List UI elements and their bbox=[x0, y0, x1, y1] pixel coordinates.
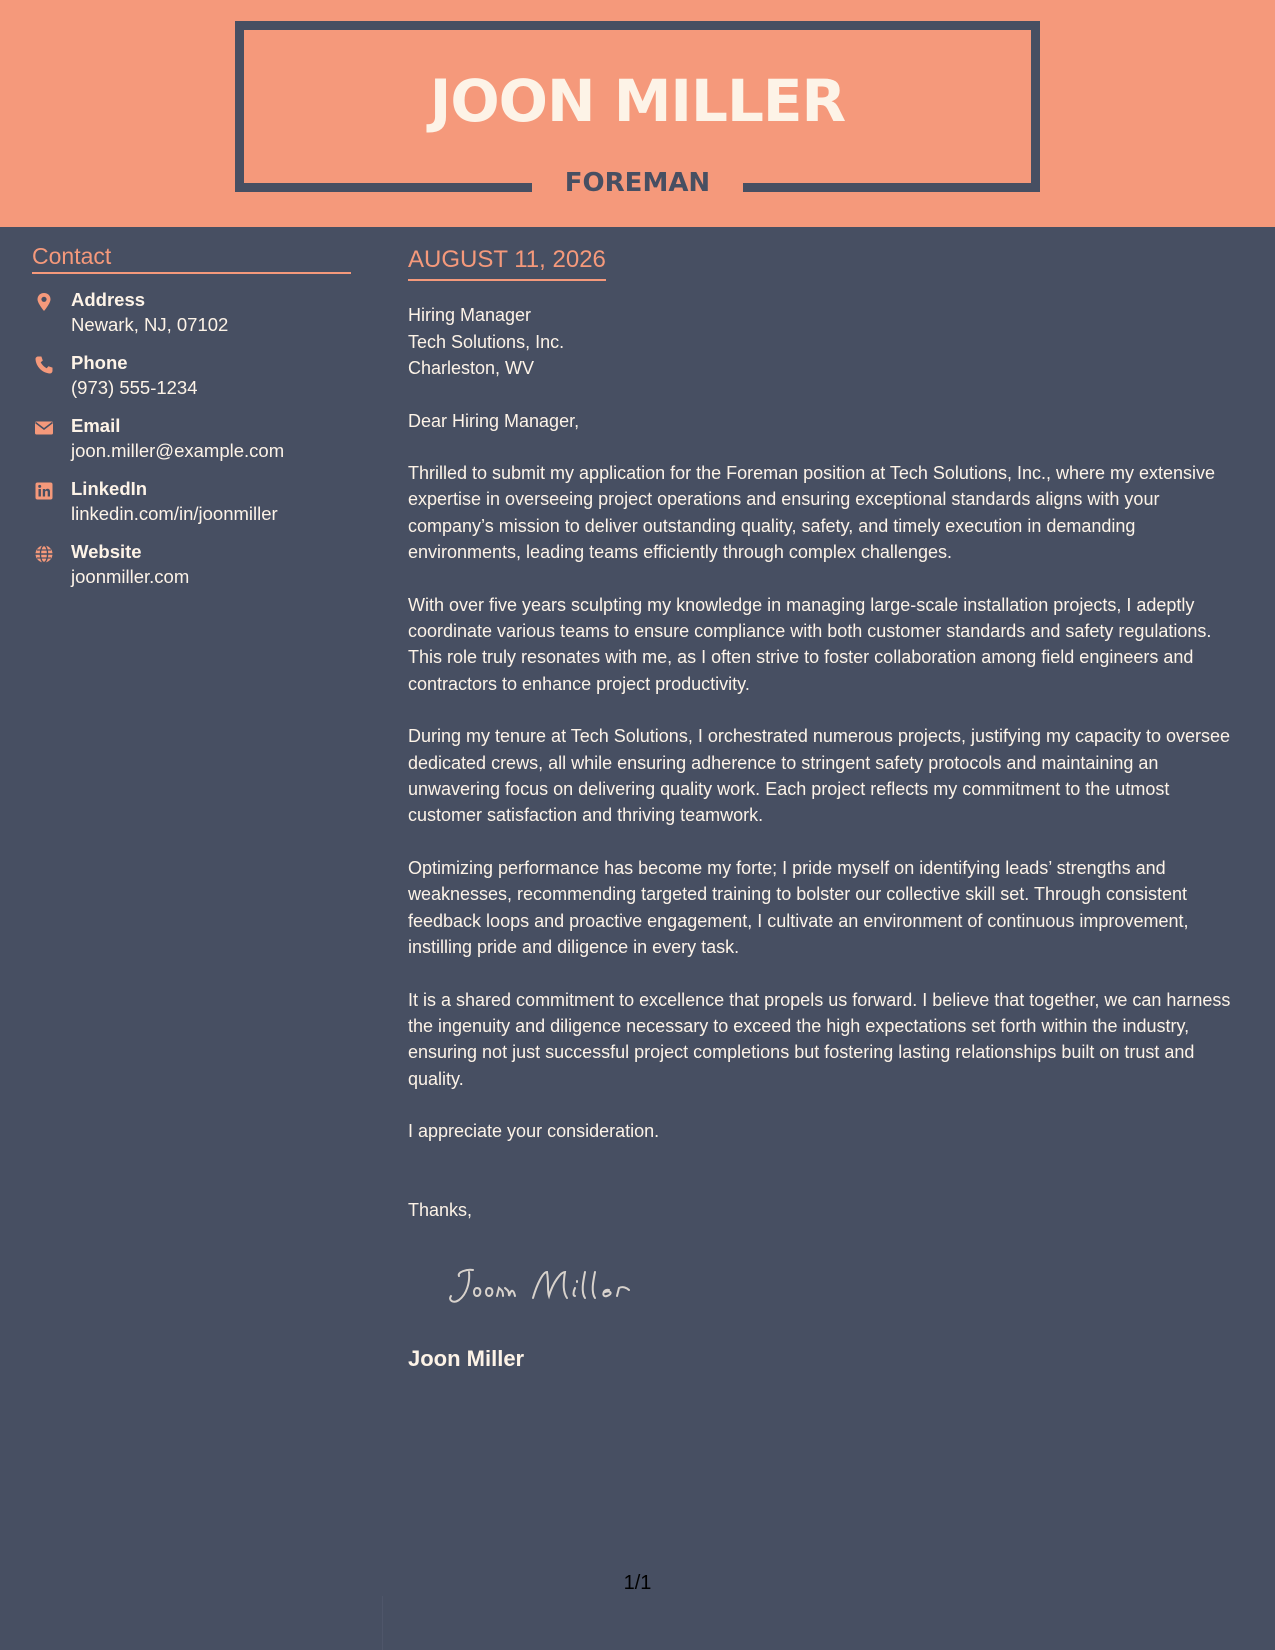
salutation: Dear Hiring Manager, bbox=[408, 410, 580, 431]
letter-date: AUGUST 11, 2026 bbox=[408, 245, 606, 281]
recipient-block bbox=[408, 302, 1246, 382]
body-paragraph: With over five years sculpting my knowledge in managing large-scale installation projects, I adeptly coordinate various teams to ensure compliance with both customer standards and safety regulations. This role truly resonates with me, as I often strive to foster collaboration among field engineers and contractors to enhance project productivity. bbox=[408, 594, 1212, 694]
job-title: FOREMAN bbox=[564, 168, 711, 198]
body-paragraph: Optimizing performance has become my forte; I pride myself on identifying leads’ strengths and weaknesses, recommending targeted training to bolster our collective skill set. Through consistent feedback loops and proactive engagement, I cultivate an environment of continuous improvement, instilling pride and diligence in every task. bbox=[408, 857, 1189, 958]
contact-label: LinkedIn bbox=[71, 478, 148, 499]
signature-image bbox=[443, 1260, 643, 1310]
contact-label: Address bbox=[71, 289, 146, 310]
contact-value: Newark, NJ, 07102 bbox=[71, 314, 229, 335]
contact-item-linkedin bbox=[32, 477, 351, 540]
body-paragraph: During my tenure at Tech Solutions, I orchestrated numerous projects, justifying my capacity to oversee dedicated crews, all while ensuring adherence to stringent safety protocols and maintaining an unwavering focus on delivering quality work. Each project reflects my commitment to the utmost customer satisfaction and thriving teamwork. bbox=[408, 726, 1231, 826]
globe-icon bbox=[34, 544, 54, 564]
contact-label: Email bbox=[71, 415, 121, 436]
contact-value: (973) 555-1234 bbox=[71, 377, 198, 398]
contact-item-phone bbox=[32, 351, 351, 414]
letter-body bbox=[408, 245, 1246, 1223]
contact-list bbox=[32, 288, 351, 603]
recipient-line: Charleston, WV bbox=[408, 358, 535, 378]
contact-sidebar bbox=[32, 242, 351, 603]
contact-value[interactable]: joon.miller@example.com bbox=[71, 440, 285, 461]
contact-value[interactable]: joonmiller.com bbox=[71, 566, 190, 587]
contact-label: Phone bbox=[71, 352, 128, 373]
contact-label: Website bbox=[71, 541, 142, 562]
linkedin-icon bbox=[34, 481, 54, 501]
phone-icon bbox=[34, 355, 54, 375]
recipient-line: Hiring Manager bbox=[408, 305, 532, 325]
location-pin-icon bbox=[34, 292, 54, 312]
body-paragraph: Thrilled to submit my application for the Foreman position at Tech Solutions, Inc., where my extensive expertise in overseeing project operations and ensuring exceptional standards aligns with your company’s mission to deliver outstanding quality, safety, and timely execution in demanding environments, leading teams efficiently through complex challenges. bbox=[408, 463, 1216, 563]
contact-item-website bbox=[32, 540, 351, 603]
sign-off: Thanks, bbox=[408, 1199, 473, 1220]
recipient-line: Tech Solutions, Inc. bbox=[408, 331, 565, 352]
closing-line: I appreciate your consideration. bbox=[408, 1121, 660, 1142]
page-number: 1/1 bbox=[623, 1572, 652, 1594]
applicant-name: JOON MILLER bbox=[429, 67, 846, 135]
body-paragraph: It is a shared commitment to excellence that propels us forward. I believe that together, we can harness the ingenuity and diligence necessary to exceed the high expectations set forth within the industry, ensuring not just successful project completions but fostering lasting relationships built on trust and quality. bbox=[408, 989, 1231, 1089]
contact-heading: Contact bbox=[32, 242, 351, 274]
contact-item-email bbox=[32, 414, 351, 477]
divider bbox=[382, 1596, 383, 1650]
signer-name: Joon Miller bbox=[408, 1346, 525, 1371]
contact-item-address bbox=[32, 288, 351, 351]
contact-value[interactable]: linkedin.com/in/joonmiller bbox=[71, 503, 278, 524]
header-banner bbox=[0, 0, 1275, 227]
envelope-icon bbox=[34, 418, 54, 438]
